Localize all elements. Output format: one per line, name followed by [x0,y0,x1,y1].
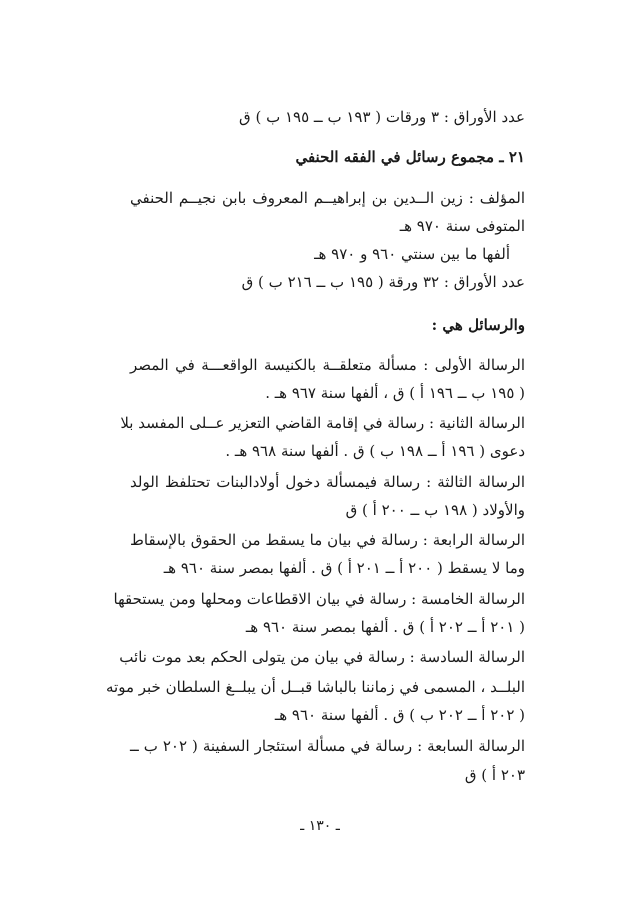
epistle-2-line-2: دعوى ( ١٩٦ أ ــ ١٩٨ ب ) ق . ألفها سنة ٩٦٨ هـ . [225,442,525,460]
epistle-5-line-1: الرسالة الخامسة : رسالة في بيان الاقطاعات ومحلها ومن يستحقها [113,590,525,608]
epistle-5-line-2: ( ٢٠١ أ ــ ٢٠٢ أ ) ق . ألفها بمصر سنة ٩٦٠ هـ [245,618,525,636]
folio-count-line: عدد الأوراق : ٣٢ ورقة ( ١٩٥ ب ــ ٢١٦ ب ) ق [241,273,525,291]
epistle-3-line-2: والأولاد ( ١٩٨ ب ــ ٢٠٠ أ ) ق [345,501,525,519]
epistle-4-line-1: الرسالة الرابعة : رسالة في بيان ما يسقط من الحقوق بالإسقاط [130,531,525,549]
author-death-line: المتوفى سنة ٩٧٠ هـ [399,217,525,235]
author-line: المؤلف : زين الــدين بن إبراهيــم المعروف بابن نجيــم الحنفي [130,189,525,207]
epistle-1-line-1: الرسالة الأولى : مسألة متعلقــة بالكنيسة الواقعـــة في المصر [130,356,525,374]
epistle-7-line-2: ٢٠٣ أ ) ق [464,766,525,784]
section-title: ٢١ ـ مجموع رسائل في الفقه الحنفي [295,148,525,166]
folio-count-line: عدد الأوراق : ٣ ورقات ( ١٩٣ ب ــ ١٩٥ ب ) ق [239,108,525,126]
epistles-heading: والرسائل هي : [431,316,525,334]
epistle-1-line-2: ( ١٩٥ ب ــ ١٩٦ أ ) ق ، ألفها سنة ٩٦٧ هـ . [265,384,525,402]
epistle-2-line-1: الرسالة الثانية : رسالة في إقامة القاضي التعزير عــلى المفسد بلا [120,414,525,432]
epistle-6-line-3: ( ٢٠٢ أ ــ ٢٠٢ ب ) ق . ألفها سنة ٩٦٠ هـ [274,706,525,724]
epistle-3-line-1: الرسالة الثالثة : رسالة فيمسألة دخول أولادالبنات تحتلفظ الولد [130,473,525,491]
epistle-6-line-1: الرسالة السادسة : رسالة في بيان من يتولى الحكم بعد موت نائب [119,648,525,666]
epistle-6-line-2: البلــد ، المسمى في زماننا بالباشا قبــل أن يبلــغ السلطان خبر موته [105,678,525,696]
epistle-4-line-2: وما لا يسقط ( ٢٠٠ أ ــ ٢٠١ أ ) ق . ألفها بمصر سنة ٩٦٠ هـ [163,559,525,577]
page-number: ـ ١٣٠ ـ [300,818,340,834]
epistle-7-line-1: الرسالة السابعة : رسالة في مسألة استئجار السفينة ( ٢٠٢ ب ــ [130,737,525,755]
composition-date-line: ألفها ما بين سنتي ٩٦٠ و ٩٧٠ هـ [314,245,510,263]
